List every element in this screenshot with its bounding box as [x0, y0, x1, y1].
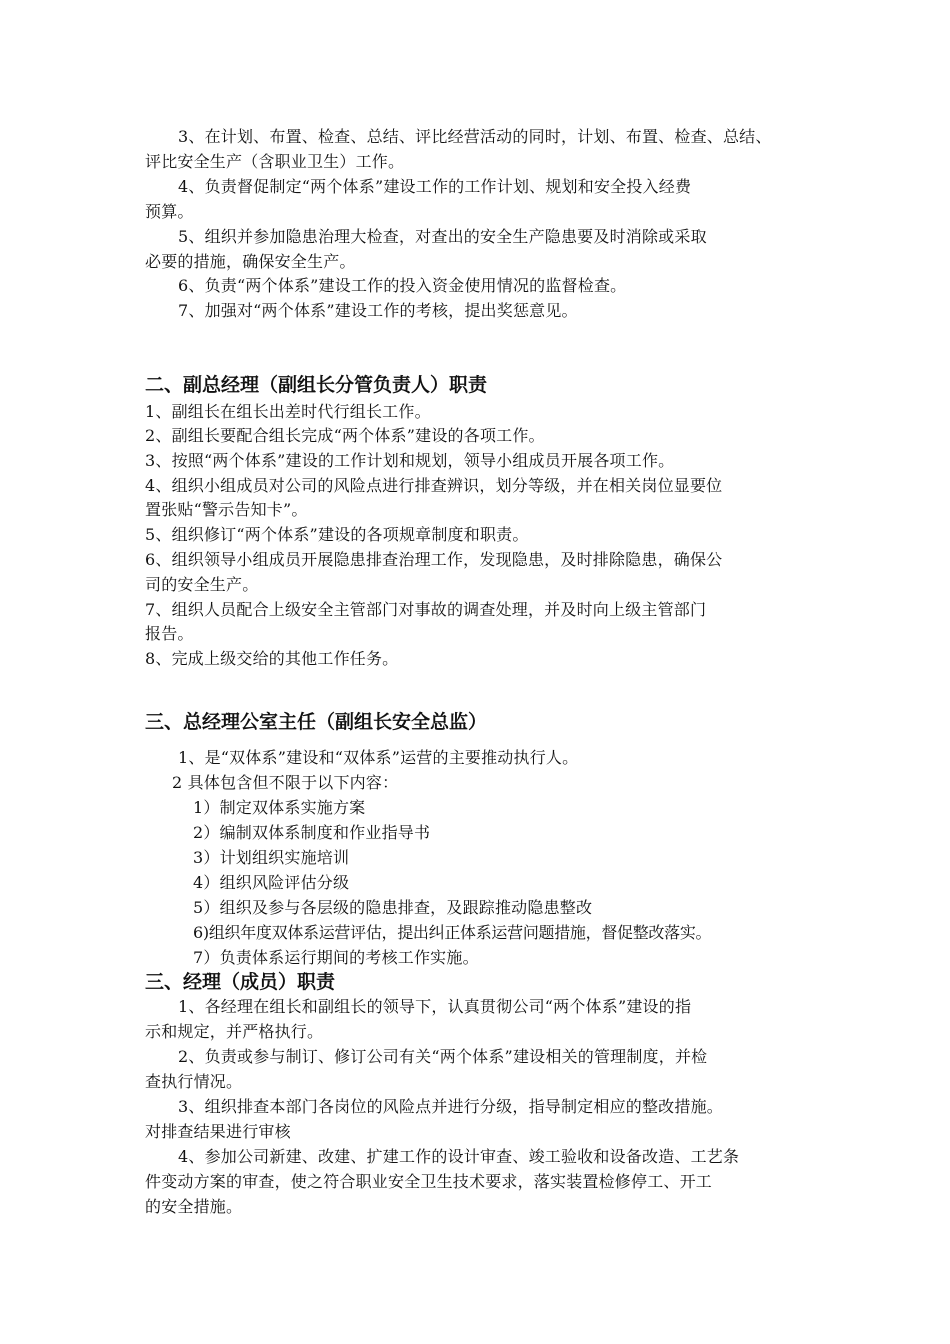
section2-line: 报告。: [145, 624, 194, 643]
section2-line: 4、组织小组成员对公司的风险点进行排查辨识，划分等级，并在相关岗位显要位: [145, 476, 723, 495]
section2-line: 3、按照“两个体系”建设的工作计划和规划，领导小组成员开展各项工作。: [145, 451, 675, 470]
section3-line: 1、是“双体系”建设和“双体系”运营的主要推动执行人。: [178, 748, 579, 767]
section3-subitem: 7）负责体系运行期间的考核工作实施。: [193, 948, 479, 967]
section3-subitem: 6)组织年度双体系运营评估，提出纠正体系运营问题措施，督促整改落实。: [193, 923, 712, 942]
section1-line: 5、组织并参加隐患治理大检查，对查出的安全生产隐患要及时消除或采取: [178, 227, 707, 246]
section2-heading: 二、副总经理（副组长分管负责人）职责: [145, 374, 488, 396]
section1-line: 6、负责“两个体系”建设工作的投入资金使用情况的监督检查。: [178, 276, 627, 295]
section1-line: 3、在计划、布置、检查、总结、评比经营活动的同时，计划、布置、检查、总结、: [178, 127, 772, 146]
section4-line: 件变动方案的审查，使之符合职业安全卫生技术要求，落实装置检修停工、开工: [145, 1172, 713, 1191]
section1-line: 评比安全生产（含职业卫生）工作。: [145, 152, 405, 171]
section1-line: 预算。: [145, 202, 194, 221]
section3-subitem: 1）制定双体系实施方案: [193, 798, 366, 817]
section4-line: 2、负责或参与制订、修订公司有关“两个体系”建设相关的管理制度，并检: [178, 1047, 708, 1066]
section4-line: 对排查结果进行审核: [145, 1122, 291, 1141]
section2-line: 5、组织修订“两个体系”建设的各项规章制度和职责。: [145, 525, 529, 544]
section4-heading: 三、经理（成员）职责: [145, 971, 336, 993]
section3-subitem: 3）计划组织实施培训: [193, 848, 350, 867]
section2-line: 8、完成上级交给的其他工作任务。: [145, 649, 399, 668]
section4-line: 查执行情况。: [145, 1072, 243, 1091]
section2-line: 司的安全生产。: [145, 575, 259, 594]
section4-line: 3、组织排查本部门各岗位的风险点并进行分级，指导制定相应的整改措施。: [178, 1097, 723, 1116]
section3-subitem: 2）编制双体系制度和作业指导书: [193, 823, 431, 842]
section4-line: 的安全措施。: [145, 1197, 243, 1216]
section2-line: 6、组织领导小组成员开展隐患排查治理工作，发现隐患，及时排除隐患，确保公: [145, 550, 723, 569]
section3-line: 2 具体包含但不限于以下内容：: [172, 773, 399, 792]
section1-line: 必要的措施，确保安全生产。: [145, 252, 356, 271]
section2-line: 2、副组长要配合组长完成“两个体系”建设的各项工作。: [145, 426, 545, 445]
section3-subitem: 5）组织及参与各层级的隐患排查，及跟踪推动隐患整改: [193, 898, 593, 917]
section3-subitem: 4）组织风险评估分级: [193, 873, 350, 892]
section4-line: 1、各经理在组长和副组长的领导下，认真贯彻公司“两个体系”建设的指: [178, 997, 692, 1016]
section2-line: 1、副组长在组长出差时代行组长工作。: [145, 402, 431, 421]
section2-line: 7、组织人员配合上级安全主管部门对事故的调查处理，并及时向上级主管部门: [145, 600, 707, 619]
section4-line: 示和规定，并严格执行。: [145, 1022, 324, 1041]
section3-heading: 三、总经理公室主任（副组长安全总监）: [145, 711, 488, 733]
section2-line: 置张贴“警示告知卡”。: [145, 500, 308, 519]
section1-line: 7、加强对“两个体系”建设工作的考核，提出奖惩意见。: [178, 301, 578, 320]
section4-line: 4、参加公司新建、改建、扩建工作的设计审查、竣工验收和设备改造、工艺条: [178, 1147, 740, 1166]
section1-line: 4、负责督促制定“两个体系”建设工作的工作计划、规划和安全投入经费: [178, 177, 692, 196]
